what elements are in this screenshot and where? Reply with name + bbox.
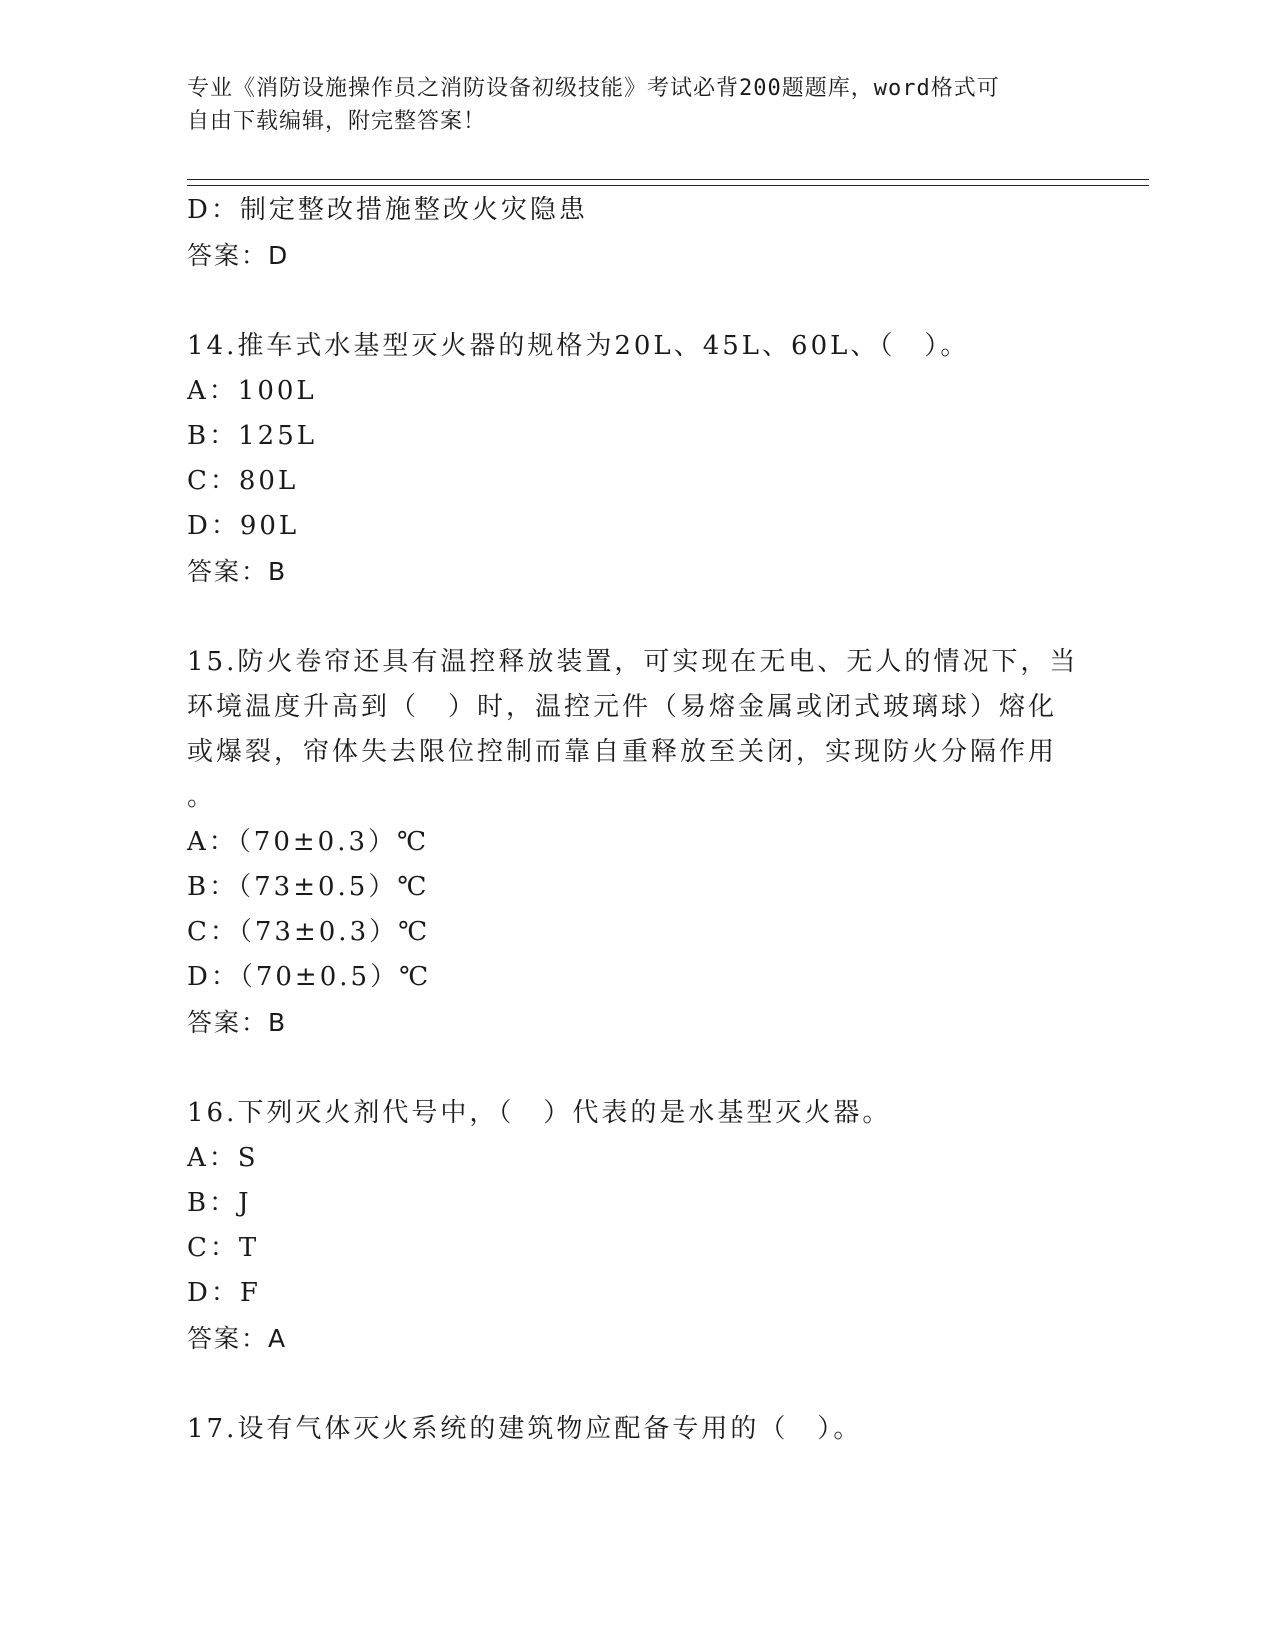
question-stem-line-2: 环境温度升高到（ ）时，温控元件（易熔金属或闭式玻璃球）熔化 — [187, 692, 1058, 722]
question-stem-line-3: 或爆裂，帘体失去限位控制而靠自重释放至关闭，实现防火分隔作用 — [187, 737, 1058, 767]
question-14 — [187, 324, 1087, 594]
option-a: A：S — [187, 1143, 259, 1173]
header-rule-bottom — [187, 185, 1149, 186]
option-d: D：F — [187, 1278, 261, 1308]
option-b: B：（73±0.5）℃ — [187, 872, 430, 902]
question-15 — [187, 640, 1087, 1045]
answer: 答案：B — [187, 1008, 288, 1037]
option-b: B：125L — [187, 421, 317, 451]
option-c: C：T — [187, 1233, 260, 1263]
option-c: C：80L — [187, 466, 299, 496]
question-17 — [187, 1407, 1087, 1452]
header-line-1: 专业《消防设施操作员之消防设备初级技能》考试必背200题题库，word格式可 — [187, 76, 1000, 101]
header-rule-top — [187, 179, 1149, 180]
previous-question-tail — [187, 188, 1087, 278]
question-stem: 14.推车式水基型灭火器的规格为20L、45L、60L、（ ）。 — [187, 331, 970, 361]
answer: 答案：D — [187, 241, 290, 270]
question-list — [187, 188, 1087, 1452]
option-d: D：90L — [187, 511, 300, 541]
option-a: A：100L — [187, 376, 317, 406]
question-16 — [187, 1091, 1087, 1361]
option-d: D：制定整改措施整改火灾隐患 — [187, 195, 588, 225]
option-c: C：（73±0.3）℃ — [187, 917, 431, 947]
question-stem: 17.设有气体灭火系统的建筑物应配备专用的（ ）。 — [187, 1414, 863, 1444]
question-stem-line-1: 15.防火卷帘还具有温控释放装置，可实现在无电、无人的情况下，当 — [187, 647, 1079, 677]
document-header — [187, 72, 1087, 138]
option-a: A：（70±0.3）℃ — [187, 827, 430, 857]
answer: 答案：B — [187, 557, 288, 586]
answer: 答案：A — [187, 1324, 288, 1353]
option-d: D：（70±0.5）℃ — [187, 962, 432, 992]
header-line-2: 自由下载编辑，附完整答案！ — [187, 109, 487, 134]
question-stem: 16.下列灭火剂代号中，（ ）代表的是水基型灭火器。 — [187, 1098, 892, 1128]
option-b: B：J — [187, 1188, 252, 1218]
question-stem-line-4: 。 — [187, 782, 217, 812]
